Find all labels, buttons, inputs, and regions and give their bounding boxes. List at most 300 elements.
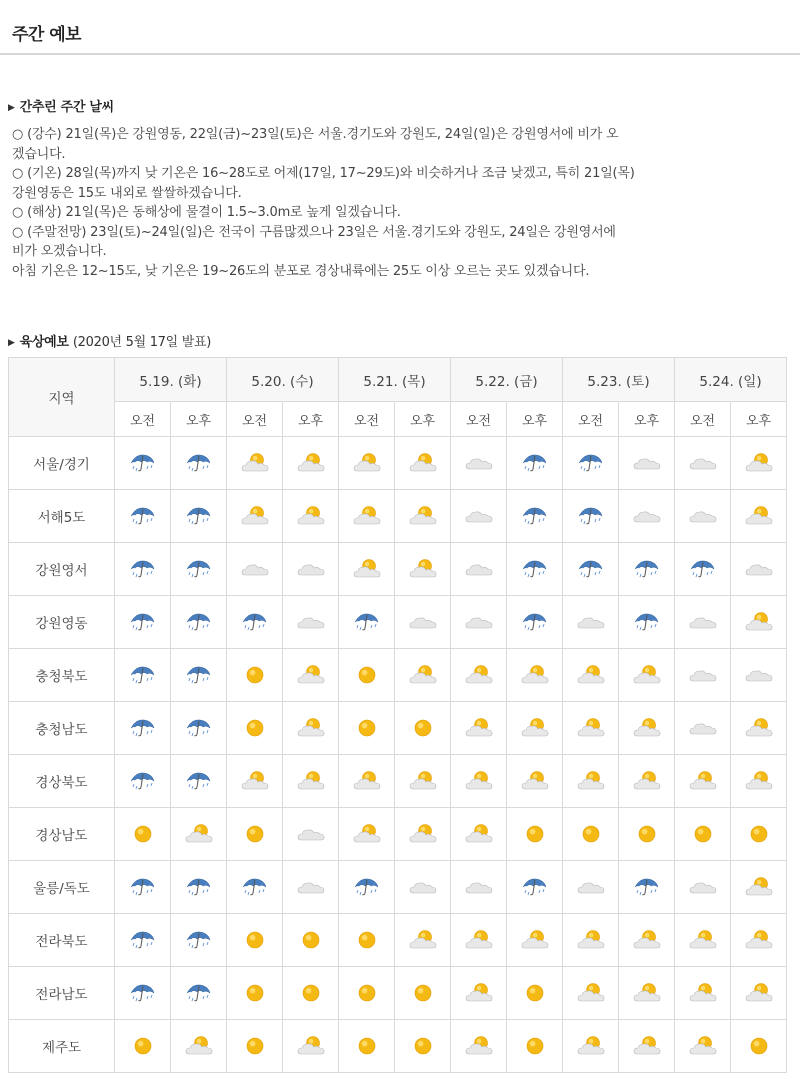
partly-cloudy-icon xyxy=(408,505,438,527)
forecast-cell xyxy=(507,914,563,967)
forecast-cell xyxy=(451,1020,507,1073)
cloudy-icon xyxy=(464,876,494,898)
cloudy-icon xyxy=(688,611,718,633)
forecast-cell xyxy=(451,649,507,702)
forecast-cell xyxy=(283,1020,339,1073)
forecast-cell xyxy=(115,596,171,649)
forecast-cell xyxy=(507,596,563,649)
date-header: 5.24. (일) xyxy=(675,358,787,402)
rain-icon xyxy=(128,664,158,686)
forecast-cell xyxy=(731,437,787,490)
forecast-cell xyxy=(619,437,675,490)
forecast-cell xyxy=(283,543,339,596)
region-name: 강원영서 xyxy=(9,543,115,596)
region-name: 제주도 xyxy=(9,1020,115,1073)
sunny-icon xyxy=(240,664,270,686)
forecast-cell xyxy=(451,914,507,967)
summary-line: ○ (주말전망) 23일(토)~24일(일)은 전국이 구름많겠으나 23일은 서울.경기도와 강원도, 24일은 강원영서에 xyxy=(12,224,616,240)
forecast-cell xyxy=(339,543,395,596)
forecast-cell xyxy=(395,755,451,808)
forecast-cell xyxy=(451,596,507,649)
forecast-cell xyxy=(171,914,227,967)
region-name: 서울/경기 xyxy=(9,437,115,490)
pm-header: 오후 xyxy=(283,402,339,437)
forecast-cell xyxy=(115,808,171,861)
rain-icon xyxy=(184,505,214,527)
partly-cloudy-icon xyxy=(352,558,382,580)
rain-icon xyxy=(520,876,550,898)
forecast-cell xyxy=(507,702,563,755)
partly-cloudy-icon xyxy=(632,929,662,951)
forecast-cell xyxy=(731,967,787,1020)
partly-cloudy-icon xyxy=(688,929,718,951)
partly-cloudy-icon xyxy=(632,982,662,1004)
rain-icon xyxy=(184,664,214,686)
forecast-cell xyxy=(227,1020,283,1073)
forecast-cell xyxy=(451,437,507,490)
partly-cloudy-icon xyxy=(464,664,494,686)
sunny-icon xyxy=(408,1035,438,1057)
forecast-cell xyxy=(395,967,451,1020)
sunny-icon xyxy=(520,823,550,845)
forecast-cell xyxy=(115,914,171,967)
forecast-cell xyxy=(731,490,787,543)
am-header: 오전 xyxy=(227,402,283,437)
partly-cloudy-icon xyxy=(576,770,606,792)
cloudy-icon xyxy=(632,452,662,474)
partly-cloudy-icon xyxy=(576,717,606,739)
sunny-icon xyxy=(352,717,382,739)
forecast-cell xyxy=(675,1020,731,1073)
forecast-cell xyxy=(563,702,619,755)
region-name: 충청북도 xyxy=(9,649,115,702)
forecast-cell xyxy=(227,437,283,490)
table-row xyxy=(9,702,787,755)
partly-cloudy-icon xyxy=(520,770,550,792)
cloudy-icon xyxy=(688,505,718,527)
forecast-cell xyxy=(563,914,619,967)
forecast-cell xyxy=(507,861,563,914)
forecast-cell xyxy=(171,437,227,490)
forecast-cell xyxy=(619,490,675,543)
rain-icon xyxy=(128,611,158,633)
rain-icon xyxy=(128,505,158,527)
forecast-cell xyxy=(619,1020,675,1073)
rain-icon xyxy=(520,611,550,633)
region-name: 전라북도 xyxy=(9,914,115,967)
forecast-cell xyxy=(339,702,395,755)
cloudy-icon xyxy=(240,558,270,580)
forecast-cell xyxy=(283,808,339,861)
forecast-cell xyxy=(339,967,395,1020)
forecast-cell xyxy=(619,914,675,967)
partly-cloudy-icon xyxy=(464,929,494,951)
rain-icon xyxy=(128,558,158,580)
sunny-icon xyxy=(520,1035,550,1057)
partly-cloudy-icon xyxy=(576,982,606,1004)
am-header: 오전 xyxy=(675,402,731,437)
forecast-cell xyxy=(115,702,171,755)
sunny-icon xyxy=(240,823,270,845)
partly-cloudy-icon xyxy=(688,982,718,1004)
forecast-cell xyxy=(171,702,227,755)
forecast-cell xyxy=(675,596,731,649)
forecast-cell xyxy=(675,755,731,808)
summary-line: 비가 오겠습니다. xyxy=(12,244,107,259)
partly-cloudy-icon xyxy=(184,823,214,845)
rain-icon xyxy=(240,611,270,633)
region-name: 경상북도 xyxy=(9,755,115,808)
forecast-cell xyxy=(115,543,171,596)
forecast-cell xyxy=(731,702,787,755)
rain-icon xyxy=(128,717,158,739)
forecast-cell xyxy=(171,1020,227,1073)
sunny-icon xyxy=(128,1035,158,1057)
forecast-cell xyxy=(339,437,395,490)
forecast-cell xyxy=(339,596,395,649)
rain-icon xyxy=(184,452,214,474)
sunny-icon xyxy=(688,823,718,845)
rain-icon xyxy=(352,876,382,898)
forecast-cell xyxy=(451,967,507,1020)
pm-header: 오후 xyxy=(731,402,787,437)
forecast-cell xyxy=(451,543,507,596)
forecast-cell xyxy=(507,490,563,543)
partly-cloudy-icon xyxy=(520,717,550,739)
forecast-cell xyxy=(171,543,227,596)
partly-cloudy-icon xyxy=(464,982,494,1004)
forecast-cell xyxy=(451,702,507,755)
rain-icon xyxy=(520,558,550,580)
partly-cloudy-icon xyxy=(520,929,550,951)
region-name: 경상남도 xyxy=(9,808,115,861)
cloudy-icon xyxy=(464,505,494,527)
rain-icon xyxy=(184,982,214,1004)
partly-cloudy-icon xyxy=(240,770,270,792)
forecast-cell xyxy=(339,914,395,967)
forecast-cell xyxy=(395,649,451,702)
forecast-heading xyxy=(8,331,211,350)
cloudy-icon xyxy=(576,876,606,898)
sunny-icon xyxy=(352,664,382,686)
region-name: 충청남도 xyxy=(9,702,115,755)
date-header: 5.23. (토) xyxy=(563,358,675,402)
partly-cloudy-icon xyxy=(296,1035,326,1057)
cloudy-icon xyxy=(464,611,494,633)
forecast-cell xyxy=(339,861,395,914)
forecast-cell xyxy=(563,861,619,914)
rain-icon xyxy=(184,770,214,792)
rain-icon xyxy=(520,505,550,527)
forecast-cell xyxy=(395,1020,451,1073)
partly-cloudy-icon xyxy=(408,770,438,792)
rain-icon xyxy=(520,452,550,474)
forecast-cell xyxy=(339,808,395,861)
partly-cloudy-icon xyxy=(632,717,662,739)
cloudy-icon xyxy=(408,611,438,633)
pm-header: 오후 xyxy=(395,402,451,437)
forecast-cell xyxy=(619,543,675,596)
rain-icon xyxy=(576,505,606,527)
forecast-cell xyxy=(227,649,283,702)
forecast-cell xyxy=(731,596,787,649)
forecast-cell xyxy=(115,861,171,914)
cloudy-icon xyxy=(576,611,606,633)
forecast-cell xyxy=(115,967,171,1020)
cloudy-icon xyxy=(296,558,326,580)
sunny-icon xyxy=(408,717,438,739)
forecast-cell xyxy=(507,967,563,1020)
forecast-cell xyxy=(339,490,395,543)
forecast-issued-date: (2020년 5월 17일 발표) xyxy=(72,335,212,350)
sunny-icon xyxy=(408,982,438,1004)
cloudy-icon xyxy=(296,611,326,633)
table-row xyxy=(9,914,787,967)
forecast-cell xyxy=(619,649,675,702)
rain-icon xyxy=(632,611,662,633)
rain-icon xyxy=(576,558,606,580)
forecast-cell xyxy=(451,755,507,808)
partly-cloudy-icon xyxy=(240,452,270,474)
forecast-cell xyxy=(283,596,339,649)
forecast-cell xyxy=(563,437,619,490)
region-name: 전라남도 xyxy=(9,967,115,1020)
table-row xyxy=(9,1020,787,1073)
rain-icon xyxy=(128,770,158,792)
region-name: 울릉/독도 xyxy=(9,861,115,914)
sunny-icon xyxy=(240,929,270,951)
sunny-icon xyxy=(744,823,774,845)
cloudy-icon xyxy=(688,452,718,474)
forecast-cell xyxy=(731,808,787,861)
forecast-cell xyxy=(563,543,619,596)
am-header: 오전 xyxy=(339,402,395,437)
rain-icon xyxy=(128,876,158,898)
rain-icon xyxy=(128,982,158,1004)
partly-cloudy-icon xyxy=(520,664,550,686)
pm-header: 오후 xyxy=(619,402,675,437)
partly-cloudy-icon xyxy=(744,929,774,951)
partly-cloudy-icon xyxy=(576,664,606,686)
rain-icon xyxy=(184,929,214,951)
forecast-cell xyxy=(507,1020,563,1073)
forecast-cell xyxy=(563,490,619,543)
forecast-cell xyxy=(451,490,507,543)
forecast-cell xyxy=(563,755,619,808)
forecast-cell xyxy=(507,649,563,702)
am-header: 오전 xyxy=(115,402,171,437)
weekly-summary xyxy=(12,125,800,281)
sunny-icon xyxy=(296,982,326,1004)
am-header: 오전 xyxy=(451,402,507,437)
partly-cloudy-icon xyxy=(408,929,438,951)
date-header: 5.20. (수) xyxy=(227,358,339,402)
forecast-cell xyxy=(227,914,283,967)
sunny-icon xyxy=(632,823,662,845)
date-header: 5.21. (목) xyxy=(339,358,451,402)
forecast-cell xyxy=(171,596,227,649)
cloudy-icon xyxy=(408,876,438,898)
pm-header: 오후 xyxy=(171,402,227,437)
partly-cloudy-icon xyxy=(744,876,774,898)
forecast-cell xyxy=(619,755,675,808)
partly-cloudy-icon xyxy=(464,1035,494,1057)
forecast-cell xyxy=(227,543,283,596)
sunny-icon xyxy=(744,1035,774,1057)
table-row xyxy=(9,437,787,490)
cloudy-icon xyxy=(688,717,718,739)
forecast-cell xyxy=(339,649,395,702)
forecast-cell xyxy=(731,861,787,914)
partly-cloudy-icon xyxy=(240,505,270,527)
forecast-cell xyxy=(395,437,451,490)
pm-header: 오후 xyxy=(507,402,563,437)
cloudy-icon xyxy=(744,664,774,686)
partly-cloudy-icon xyxy=(352,770,382,792)
partly-cloudy-icon xyxy=(744,611,774,633)
cloudy-icon xyxy=(688,876,718,898)
forecast-cell xyxy=(675,543,731,596)
forecast-cell xyxy=(171,861,227,914)
sunny-icon xyxy=(520,982,550,1004)
forecast-cell xyxy=(563,649,619,702)
table-row xyxy=(9,967,787,1020)
rain-icon xyxy=(688,558,718,580)
partly-cloudy-icon xyxy=(352,823,382,845)
forecast-cell xyxy=(731,1020,787,1073)
cloudy-icon xyxy=(632,505,662,527)
forecast-cell xyxy=(283,702,339,755)
sunny-icon xyxy=(240,717,270,739)
partly-cloudy-icon xyxy=(744,505,774,527)
forecast-cell xyxy=(675,967,731,1020)
forecast-cell xyxy=(283,649,339,702)
table-row xyxy=(9,490,787,543)
sunny-icon xyxy=(352,929,382,951)
forecast-cell xyxy=(283,755,339,808)
partly-cloudy-icon xyxy=(688,1035,718,1057)
forecast-cell xyxy=(395,861,451,914)
forecast-cell xyxy=(451,808,507,861)
forecast-cell xyxy=(395,702,451,755)
sunny-icon xyxy=(128,823,158,845)
sunny-icon xyxy=(240,1035,270,1057)
table-row xyxy=(9,543,787,596)
triangle-bullet-icon: ▶ xyxy=(8,338,15,348)
forecast-cell xyxy=(675,861,731,914)
rain-icon xyxy=(184,558,214,580)
triangle-bullet-icon: ▶ xyxy=(8,103,15,113)
partly-cloudy-icon xyxy=(296,505,326,527)
forecast-cell xyxy=(171,649,227,702)
forecast-cell xyxy=(675,437,731,490)
forecast-cell xyxy=(563,967,619,1020)
region-name: 강원영동 xyxy=(9,596,115,649)
partly-cloudy-icon xyxy=(632,664,662,686)
partly-cloudy-icon xyxy=(408,823,438,845)
partly-cloudy-icon xyxy=(632,770,662,792)
partly-cloudy-icon xyxy=(576,1035,606,1057)
forecast-cell xyxy=(563,596,619,649)
summary-line: ○ (기온) 28일(목)까지 낮 기온은 16~28도로 어제(17일, 17~29도)와 비슷하거나 조금 낮겠고, 특히 21일(목) xyxy=(12,166,635,181)
forecast-cell xyxy=(115,755,171,808)
summary-heading xyxy=(8,96,114,115)
sunny-icon xyxy=(296,929,326,951)
land-forecast-table xyxy=(8,357,787,1073)
forecast-cell xyxy=(227,808,283,861)
partly-cloudy-icon xyxy=(408,664,438,686)
forecast-cell xyxy=(731,543,787,596)
sunny-icon xyxy=(576,823,606,845)
partly-cloudy-icon xyxy=(632,1035,662,1057)
page-title: 주간 예보 xyxy=(12,25,82,45)
rain-icon xyxy=(632,876,662,898)
partly-cloudy-icon xyxy=(744,982,774,1004)
rain-icon xyxy=(240,876,270,898)
forecast-cell xyxy=(731,755,787,808)
forecast-cell xyxy=(283,967,339,1020)
forecast-cell xyxy=(619,861,675,914)
forecast-cell xyxy=(227,490,283,543)
forecast-heading-text: 육상예보 xyxy=(19,335,69,350)
summary-line: ○ (강수) 21일(목)은 강원영동, 22일(금)~23일(토)은 서울.경기도와 강원도, 24일(일)은 강원영서에 비가 오 xyxy=(12,127,619,142)
forecast-cell xyxy=(675,702,731,755)
rain-icon xyxy=(184,876,214,898)
cloudy-icon xyxy=(464,452,494,474)
partly-cloudy-icon xyxy=(296,452,326,474)
rain-icon xyxy=(184,611,214,633)
cloudy-icon xyxy=(464,558,494,580)
partly-cloudy-icon xyxy=(576,929,606,951)
partly-cloudy-icon xyxy=(464,770,494,792)
forecast-cell xyxy=(395,596,451,649)
partly-cloudy-icon xyxy=(184,1035,214,1057)
forecast-cell xyxy=(451,861,507,914)
forecast-cell xyxy=(619,808,675,861)
forecast-cell xyxy=(227,755,283,808)
sunny-icon xyxy=(240,982,270,1004)
partly-cloudy-icon xyxy=(296,770,326,792)
date-header: 5.19. (화) xyxy=(115,358,227,402)
partly-cloudy-icon xyxy=(464,823,494,845)
partly-cloudy-icon xyxy=(296,664,326,686)
table-row xyxy=(9,596,787,649)
forecast-cell xyxy=(507,755,563,808)
am-header: 오전 xyxy=(563,402,619,437)
partly-cloudy-icon xyxy=(688,770,718,792)
cloudy-icon xyxy=(688,664,718,686)
forecast-cell xyxy=(283,490,339,543)
forecast-cell xyxy=(619,596,675,649)
summary-line: 겠습니다. xyxy=(12,146,66,162)
forecast-cell xyxy=(115,1020,171,1073)
forecast-cell xyxy=(339,755,395,808)
rain-icon xyxy=(128,929,158,951)
forecast-cell xyxy=(507,543,563,596)
forecast-cell xyxy=(563,1020,619,1073)
forecast-cell xyxy=(283,861,339,914)
forecast-cell xyxy=(675,808,731,861)
table-row xyxy=(9,755,787,808)
sunny-icon xyxy=(352,982,382,1004)
forecast-cell xyxy=(395,490,451,543)
forecast-cell xyxy=(675,649,731,702)
region-name: 서해5도 xyxy=(9,490,115,543)
forecast-cell xyxy=(115,649,171,702)
date-header: 5.22. (금) xyxy=(451,358,563,402)
forecast-cell xyxy=(619,967,675,1020)
forecast-cell xyxy=(507,437,563,490)
